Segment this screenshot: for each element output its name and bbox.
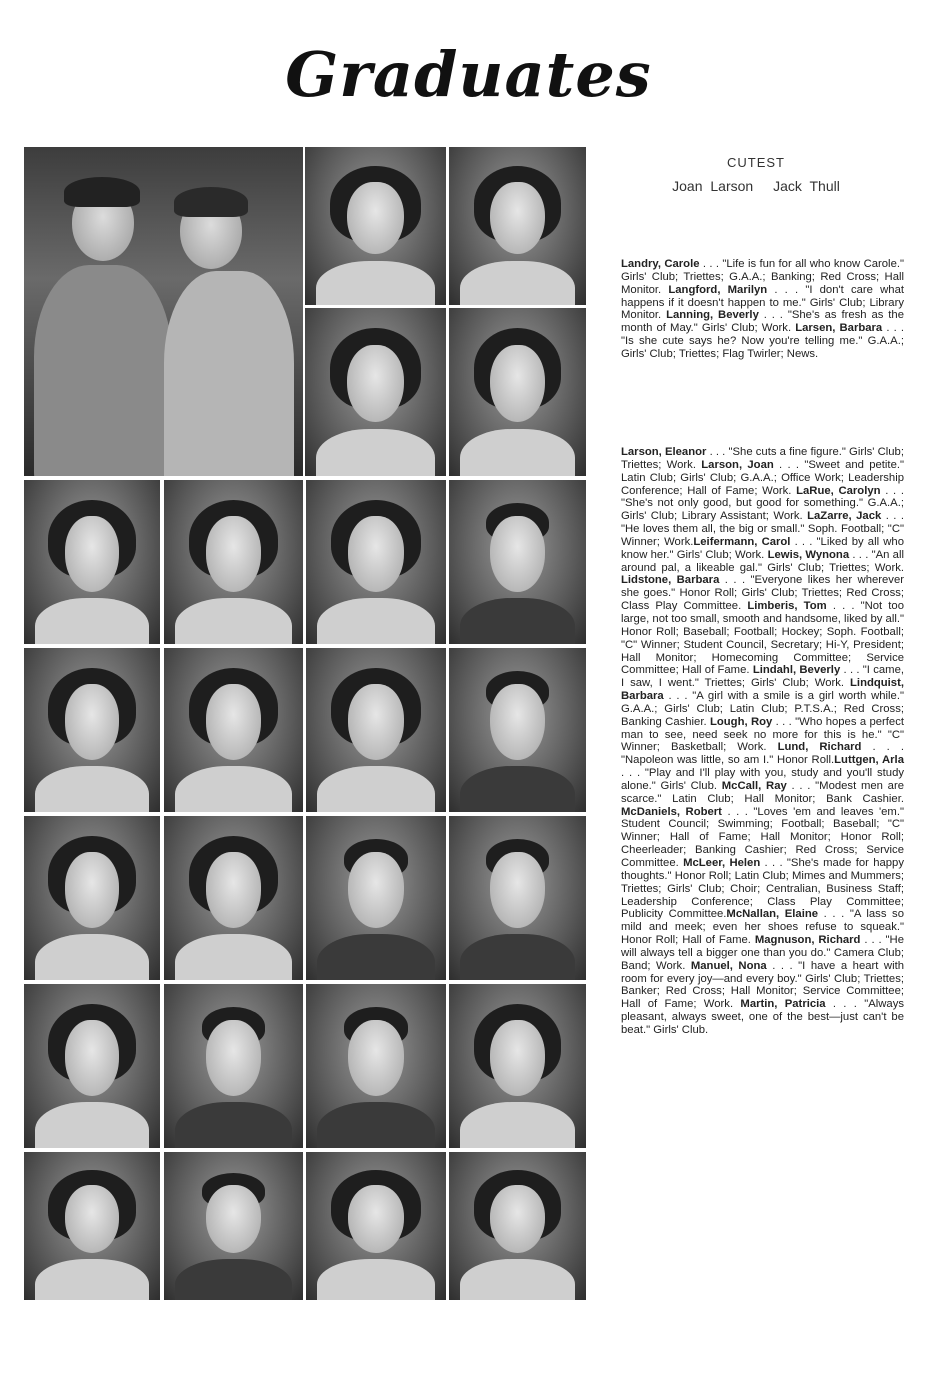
student-bio: . . . "Loves 'em and leaves 'em." Student Council; Swimming; Football; Baseball; "C" Winner; Hall of Fame; Hall Monitor; Honor Roll; Cheerleader; Banking Cashier; Red Cross; Service Committee. [621, 805, 904, 869]
student-name: Larsen, Barbara [795, 322, 883, 335]
student-name: Langford, Marilyn [668, 283, 768, 296]
portrait-photo [24, 816, 160, 980]
portrait-photo [164, 816, 303, 980]
student-bio: . . . "An all around pal, a likeable gal." Girls' Club; Triettes; Work. [621, 548, 904, 574]
award-names [600, 178, 912, 194]
portrait-photo [164, 480, 303, 644]
student-name: McDaniels, Robert [621, 805, 722, 818]
student-bio: . . . "He will always tell a bigger one than you do." Camera Club; Band; Work. [621, 934, 905, 972]
student-bio: . . . "He loves them all, the big or small." Soph. Football; "C" Winner; Work. [621, 510, 904, 548]
student-name: Lidstone, Barbara [621, 574, 720, 587]
student-name: Manuel, Nona [690, 959, 767, 972]
portrait-photo [306, 816, 446, 980]
student-name: Lindquist, Barbara [621, 677, 904, 703]
student-bio: . . . "She's made for happy thoughts." Honor Roll; Latin Club; Mimes and Mummers; Triettes; Girls' Club; Choir; Centralian, Business Staff; Leadership Conference; Class Play Committee; Publicity Committee. [621, 857, 904, 921]
portrait-photo [449, 147, 586, 305]
portrait-photo [305, 308, 446, 476]
cutest-couple-photo [24, 147, 303, 476]
portrait-photo [449, 1152, 586, 1300]
student-bio: . . . "Is she cute says he? Now you're telling me." G.A.A.; Girls' Club; Triettes; Flag Twirler; News. [621, 322, 905, 360]
portrait-photo [449, 816, 586, 980]
student-name: Martin, Patricia [740, 998, 826, 1011]
student-bio: . . . "She cuts a fine figure." Girls' Club; Triettes; Work. [621, 446, 904, 471]
student-name: LaZarre, Jack [807, 510, 882, 523]
portrait-photo [449, 308, 586, 476]
student-name: Larson, Eleanor [621, 446, 707, 458]
student-bio: . . . "Napoleon was little, so am I." Honor Roll. [621, 741, 904, 767]
portrait-photo [449, 648, 586, 812]
portrait-photo [306, 984, 446, 1148]
student-name: Lanning, Beverly [666, 309, 759, 322]
student-name: Lewis, Wynona [767, 548, 850, 561]
student-bio: . . . "A lass so mild and meek; even her shoes refuse to squeak." Honor Roll; Hall of Fame. [621, 908, 904, 947]
award-label: CUTEST [727, 155, 785, 170]
portrait-photo [24, 1152, 160, 1300]
student-name: Leifermann, Carol [693, 535, 791, 548]
student-name: Larson, Joan [701, 458, 774, 471]
student-name: McNallan, Elaine [726, 908, 819, 921]
portrait-photo [305, 147, 446, 305]
student-bio: . . . "I have a heart with room for every joy—and every boy." Girls' Club; Triettes; Banker; Red Cross; Hall Monitor; Service Committee; Hall of Fame; Work. [621, 959, 905, 1011]
student-bio: . . . "Not too large, not too small, smooth and handsome, liked by all." Honor Roll; Baseball; Football; Hockey; Soph. Football; "C" Winner; Student Council, Secretary; Hi-Y, President; Hall Monitor; Homecoming Committee; Service Committee; Hall of Fame. [621, 600, 905, 677]
portrait-photo [24, 648, 160, 812]
award-name: Jack Thull [773, 178, 840, 194]
portrait-photo [164, 984, 303, 1148]
portrait-photo [306, 480, 446, 644]
student-name: Lund, Richard [777, 741, 862, 754]
student-name: Limberis, Tom [747, 600, 827, 613]
student-bio: . . . "Always pleasant, always sweet, one of the best—just can't be beat." Girls' Club. [621, 998, 904, 1036]
student-name: LaRue, Carolyn [796, 484, 881, 497]
student-bio: . . . "A girl with a smile is a girl worth while." G.A.A.; Girls' Club; Latin Club; P.T.S.A.; Red Cross; Banking Cashier. [621, 690, 904, 728]
student-name: Lindahl, Beverly [752, 664, 841, 677]
student-bio: . . . "Everyone likes her wherever she goes." Honor Roll; Girls' Club; Triettes; Red Cross; Class Play Committee. [621, 574, 905, 613]
portrait-photo [164, 1152, 303, 1300]
student-name: Luttgen, Arla [834, 754, 904, 767]
student-name: Landry, Carole [621, 258, 700, 270]
award-name: Joan Larson [672, 178, 754, 194]
portrait-photo [24, 480, 160, 644]
student-name: Magnuson, Richard [754, 934, 861, 947]
student-bio: . . . "Modest men are scarce." Latin Club; Hall Monitor; Bank Cashier. [621, 779, 904, 805]
student-bio: . . . "Life is fun for all who know Carole." Girls' Club; Triettes; G.A.A.; Banking; Red Cross; Hall Monitor. [621, 258, 905, 296]
student-bio: . . . "Sweet and petite." Latin Club; Girls' Club; G.A.A.; Office Work; Leadership Conference; Hall of Fame; Work. [621, 458, 904, 497]
portrait-photo [449, 480, 586, 644]
student-bio: . . . "She's as fresh as the month of May." Girls' Club; Work. [621, 309, 904, 335]
student-bio: . . . "Play and I'll play with you, study and you'll study alone." Girls' Club. [621, 767, 904, 792]
student-bio: . . . "I came, I saw, I went." Triettes; Girls' Club; Work. [621, 664, 904, 690]
bio-paragraph-top [621, 258, 904, 361]
bio-paragraph-main [621, 446, 904, 1037]
student-bio: . . . "I don't care what happens if it doesn't happen to me." Girls' Club; Library Monitor. [621, 283, 904, 322]
portrait-photo [306, 648, 446, 812]
portrait-photo [164, 648, 303, 812]
portrait-photo [306, 1152, 446, 1300]
portrait-photo [449, 984, 586, 1148]
student-bio: . . . "She's not only good, but good for something." G.A.A.; Girls' Club; Library Assistant; Work. [621, 484, 904, 523]
student-name: Lough, Roy [709, 715, 773, 728]
page-title: Graduates [285, 38, 652, 111]
portrait-photo [24, 984, 160, 1148]
student-bio: . . . "Liked by all who know her." Girls' Club; Work. [621, 535, 904, 561]
student-bio: . . . "Who hopes a perfect man to see, need seek no more for this is he." "C" Winner; Basketball; Work. [621, 715, 905, 754]
student-name: McCall, Ray [721, 779, 787, 792]
student-name: McLeer, Helen [683, 857, 761, 869]
